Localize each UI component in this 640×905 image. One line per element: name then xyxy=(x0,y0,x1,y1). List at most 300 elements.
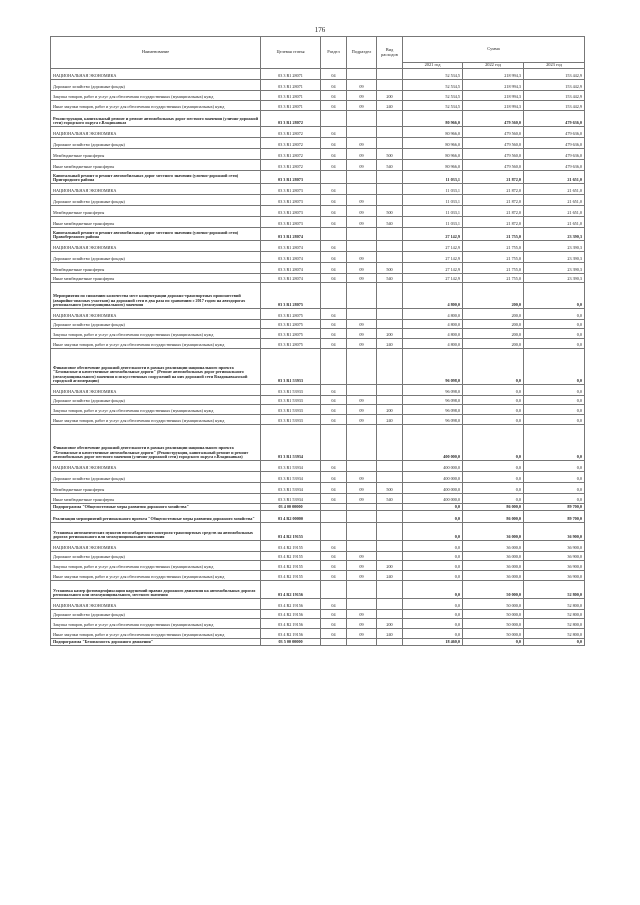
table-row xyxy=(51,511,585,523)
row-sum-2023: 153 442,9 xyxy=(524,91,585,101)
row-expense-type xyxy=(377,309,403,320)
row-sum-2021: 80 966,0 xyxy=(403,138,463,149)
table-row xyxy=(51,599,585,610)
row-subsection xyxy=(347,581,377,599)
row-sum-2021: 27 142,9 xyxy=(403,252,463,263)
row-target-code: 03 3 R1 28073 xyxy=(261,217,321,228)
row-sum-2021: 400 000,0 xyxy=(403,425,463,461)
row-sum-2021: 96 098,0 xyxy=(403,415,463,425)
row-expense-type: 240 xyxy=(377,629,403,639)
row-sum-2023: 36 900,0 xyxy=(524,571,585,581)
row-target-code: 03 4 R2 19155 xyxy=(261,552,321,561)
row-target-code: 03 3 R1 53933 xyxy=(261,415,321,425)
table-row xyxy=(51,405,585,415)
row-sum-2022: 200,0 xyxy=(463,309,524,320)
row-name: Капитальный ремонт и ремонт автомобильных дорог местного значения (улично-дорожной сети) Пригородного района xyxy=(51,171,261,184)
row-sum-2023: 0,0 xyxy=(524,639,585,646)
row-section xyxy=(321,349,347,385)
row-name: Дорожное хозяйство (дорожные фонды) xyxy=(51,472,261,483)
row-name: Дорожное хозяйство (дорожные фонды) xyxy=(51,320,261,329)
row-sum-2023: 0,0 xyxy=(524,309,585,320)
row-name: НАЦИОНАЛЬНАЯ ЭКОНОМИКА xyxy=(51,127,261,138)
row-expense-type xyxy=(377,610,403,619)
row-name: Дорожное хозяйство (дорожные фонды) xyxy=(51,252,261,263)
row-target-code: 03 3 R1 28072 xyxy=(261,149,321,160)
row-subsection: 09 xyxy=(347,494,377,504)
table-row xyxy=(51,385,585,396)
row-sum-2022: 21 755,0 xyxy=(463,274,524,283)
table-row xyxy=(51,504,585,511)
row-section: 04 xyxy=(321,339,347,349)
header-expense-type: Вид расходов xyxy=(377,37,403,69)
row-sum-2021: 80 966,0 xyxy=(403,111,463,127)
row-subsection: 09 xyxy=(347,160,377,171)
row-section: 04 xyxy=(321,149,347,160)
row-sum-2023: 479 636,0 xyxy=(524,138,585,149)
row-expense-type xyxy=(377,320,403,329)
row-sum-2023: 21 651,0 xyxy=(524,195,585,206)
row-sum-2022: 36 000,0 xyxy=(463,552,524,561)
row-section: 04 xyxy=(321,541,347,552)
row-sum-2022: 200,0 xyxy=(463,283,524,309)
row-name: НАЦИОНАЛЬНАЯ ЭКОНОМИКА xyxy=(51,184,261,195)
row-subsection xyxy=(347,228,377,241)
table-row xyxy=(51,639,585,646)
row-sum-2022: 0,0 xyxy=(463,425,524,461)
row-subsection: 09 xyxy=(347,274,377,283)
row-expense-type xyxy=(377,472,403,483)
row-name: Закупка товаров, работ и услуг для обеспечения государственных (муниципальных) нужд xyxy=(51,619,261,629)
page-number: 176 xyxy=(314,26,326,34)
row-sum-2022: 0,0 xyxy=(463,396,524,405)
table-row xyxy=(51,252,585,263)
table-row xyxy=(51,241,585,252)
row-sum-2022: 0,0 xyxy=(463,415,524,425)
row-sum-2023: 36 900,0 xyxy=(524,541,585,552)
row-subsection xyxy=(347,111,377,127)
table-row xyxy=(51,217,585,228)
row-expense-type: 200 xyxy=(377,405,403,415)
table-row xyxy=(51,160,585,171)
table-row xyxy=(51,610,585,619)
row-sum-2021: 0,0 xyxy=(403,571,463,581)
row-name: Иные закупки товаров, работ и услуг для обеспечения государственных (муниципальных) нужд xyxy=(51,101,261,111)
row-sum-2021: 0,0 xyxy=(403,581,463,599)
row-section: 04 xyxy=(321,629,347,639)
table-row xyxy=(51,206,585,217)
row-target-code: 03 3 R1 28072 xyxy=(261,111,321,127)
row-expense-type xyxy=(377,241,403,252)
row-name: НАЦИОНАЛЬНАЯ ЭКОНОМИКА xyxy=(51,599,261,610)
row-name: Иные закупки товаров, работ и услуг для обеспечения государственных (муниципальных) нужд xyxy=(51,629,261,639)
row-target-code: 03 3 R1 28072 xyxy=(261,160,321,171)
row-sum-2022: 0,0 xyxy=(463,405,524,415)
row-sum-2021: 0,0 xyxy=(403,599,463,610)
row-target-code: 03 4 R2 19156 xyxy=(261,599,321,610)
row-sum-2022: 50 000,0 xyxy=(463,619,524,629)
row-name: Установка камер фотовидеофиксации нарушений правил дорожного движения на автомобильных дорогах регионального или межмуниципального, местного значения xyxy=(51,581,261,599)
row-name: Закупка товаров, работ и услуг для обеспечения государственных (муниципальных) нужд xyxy=(51,91,261,101)
table-row xyxy=(51,523,585,541)
row-section: 04 xyxy=(321,552,347,561)
row-expense-type: 500 xyxy=(377,483,403,494)
row-sum-2021: 0,0 xyxy=(403,504,463,511)
row-target-code: 03 3 R1 28073 xyxy=(261,171,321,184)
row-target-code: 03 4 R2 19155 xyxy=(261,523,321,541)
row-sum-2023: 0,0 xyxy=(524,461,585,472)
row-name: Финансовое обеспечение дорожной деятельности в рамках реализации национального проекта "Безопасные и качественные автомобильные дороги" (Реконструкция, капитальный ремонт и ремонт автомобильных дорог местного значения (улично-дорожной сети) городского округа г.Владикавказ) xyxy=(51,425,261,461)
row-section: 04 xyxy=(321,396,347,405)
row-section: 04 xyxy=(321,91,347,101)
row-subsection xyxy=(347,541,377,552)
row-sum-2023: 479 636,0 xyxy=(524,160,585,171)
row-sum-2022: 0,0 xyxy=(463,461,524,472)
row-expense-type xyxy=(377,252,403,263)
row-section: 04 xyxy=(321,320,347,329)
row-expense-type xyxy=(377,228,403,241)
row-sum-2021: 4 800,0 xyxy=(403,320,463,329)
row-expense-type xyxy=(377,639,403,646)
row-subsection xyxy=(347,127,377,138)
row-sum-2023: 89 700,0 xyxy=(524,511,585,523)
row-section xyxy=(321,523,347,541)
table-row xyxy=(51,349,585,385)
row-expense-type xyxy=(377,599,403,610)
row-target-code: 03 3 R1 28073 xyxy=(261,184,321,195)
row-sum-2022: 479 560,0 xyxy=(463,160,524,171)
table-row xyxy=(51,263,585,274)
row-name: НАЦИОНАЛЬНАЯ ЭКОНОМИКА xyxy=(51,461,261,472)
row-section xyxy=(321,511,347,523)
row-section: 04 xyxy=(321,561,347,571)
row-expense-type xyxy=(377,138,403,149)
row-sum-2021: 96 098,0 xyxy=(403,385,463,396)
row-section: 04 xyxy=(321,619,347,629)
row-expense-type xyxy=(377,511,403,523)
row-name: НАЦИОНАЛЬНАЯ ЭКОНОМИКА xyxy=(51,385,261,396)
row-target-code: 03 3 R1 53934 xyxy=(261,461,321,472)
row-target-code: 03 4 R2 19156 xyxy=(261,629,321,639)
row-target-code: 03 3 R1 28071 xyxy=(261,69,321,80)
row-sum-2023: 0,0 xyxy=(524,396,585,405)
row-target-code: 03 5 00 00000 xyxy=(261,639,321,646)
row-sum-2021: 11 033,1 xyxy=(403,195,463,206)
row-subsection xyxy=(347,385,377,396)
row-expense-type: 240 xyxy=(377,571,403,581)
row-sum-2023: 52 800,0 xyxy=(524,581,585,599)
header-section: Раздел xyxy=(321,37,347,69)
row-name: Дорожное хозяйство (дорожные фонды) xyxy=(51,195,261,206)
row-sum-2023: 153 442,9 xyxy=(524,69,585,80)
row-sum-2022: 218 994,3 xyxy=(463,101,524,111)
row-sum-2022: 218 994,3 xyxy=(463,80,524,91)
row-name: Иные закупки товаров, работ и услуг для обеспечения государственных (муниципальных) нужд xyxy=(51,339,261,349)
row-subsection: 09 xyxy=(347,101,377,111)
header-year-2021: 2021 год xyxy=(403,63,463,69)
row-section xyxy=(321,171,347,184)
row-sum-2022: 0,0 xyxy=(463,349,524,385)
row-subsection: 09 xyxy=(347,320,377,329)
row-sum-2023: 23 390,3 xyxy=(524,241,585,252)
row-subsection: 09 xyxy=(347,552,377,561)
row-sum-2022: 0,0 xyxy=(463,472,524,483)
row-section: 04 xyxy=(321,610,347,619)
row-section: 04 xyxy=(321,241,347,252)
row-name: Межбюджетные трансферты xyxy=(51,263,261,274)
row-sum-2023: 52 800,0 xyxy=(524,610,585,619)
row-sum-2023: 0,0 xyxy=(524,472,585,483)
row-section: 04 xyxy=(321,206,347,217)
row-target-code: 03 3 R1 53934 xyxy=(261,472,321,483)
row-section xyxy=(321,425,347,461)
row-sum-2022: 21 872,0 xyxy=(463,184,524,195)
row-name: Реконструкция, капитальный ремонт и ремонт автомобильных дорог местного значения (улично-дорожной сети) городского округа г.Владикавказ xyxy=(51,111,261,127)
row-section xyxy=(321,283,347,309)
row-subsection xyxy=(347,523,377,541)
row-sum-2021: 0,0 xyxy=(403,552,463,561)
row-subsection xyxy=(347,171,377,184)
row-subsection: 09 xyxy=(347,329,377,339)
row-subsection xyxy=(347,241,377,252)
row-target-code: 03 3 R1 28074 xyxy=(261,252,321,263)
row-subsection: 09 xyxy=(347,405,377,415)
table-row xyxy=(51,552,585,561)
row-sum-2021: 400 000,0 xyxy=(403,472,463,483)
row-expense-type: 500 xyxy=(377,149,403,160)
row-subsection: 09 xyxy=(347,610,377,619)
row-expense-type xyxy=(377,127,403,138)
row-sum-2023: 0,0 xyxy=(524,405,585,415)
row-sum-2022: 479 560,0 xyxy=(463,127,524,138)
row-sum-2023: 23 390,3 xyxy=(524,263,585,274)
row-sum-2022: 0,0 xyxy=(463,483,524,494)
row-name: Иные межбюджетные трансферты xyxy=(51,160,261,171)
table-row xyxy=(51,571,585,581)
row-sum-2022: 218 994,3 xyxy=(463,91,524,101)
table-row xyxy=(51,415,585,425)
row-sum-2023: 23 390,3 xyxy=(524,228,585,241)
row-section: 04 xyxy=(321,329,347,339)
row-sum-2021: 27 142,9 xyxy=(403,228,463,241)
row-expense-type: 240 xyxy=(377,415,403,425)
row-name: Дорожное хозяйство (дорожные фонды) xyxy=(51,138,261,149)
row-sum-2021: 0,0 xyxy=(403,511,463,523)
row-sum-2022: 21 872,0 xyxy=(463,195,524,206)
table-body xyxy=(51,69,585,646)
row-expense-type: 540 xyxy=(377,274,403,283)
row-sum-2023: 479 636,0 xyxy=(524,149,585,160)
header-sum: Сумма xyxy=(403,37,585,63)
row-sum-2023: 23 390,3 xyxy=(524,274,585,283)
row-target-code: 03 3 R1 28072 xyxy=(261,138,321,149)
table-row xyxy=(51,101,585,111)
row-target-code: 03 3 R1 53934 xyxy=(261,425,321,461)
row-expense-type xyxy=(377,385,403,396)
row-subsection xyxy=(347,283,377,309)
row-sum-2022: 21 755,0 xyxy=(463,252,524,263)
row-subsection xyxy=(347,504,377,511)
row-subsection xyxy=(347,639,377,646)
row-sum-2021: 0,0 xyxy=(403,619,463,629)
row-sum-2021: 4 800,0 xyxy=(403,329,463,339)
row-subsection: 09 xyxy=(347,339,377,349)
row-subsection xyxy=(347,461,377,472)
row-subsection: 09 xyxy=(347,629,377,639)
row-name: Иные межбюджетные трансферты xyxy=(51,217,261,228)
row-sum-2023: 0,0 xyxy=(524,494,585,504)
row-sum-2023: 0,0 xyxy=(524,385,585,396)
row-subsection: 09 xyxy=(347,217,377,228)
row-sum-2021: 96 098,0 xyxy=(403,396,463,405)
row-sum-2021: 80 966,0 xyxy=(403,149,463,160)
row-sum-2021: 400 000,0 xyxy=(403,461,463,472)
row-expense-type xyxy=(377,396,403,405)
row-expense-type: 540 xyxy=(377,217,403,228)
row-sum-2022: 86 000,0 xyxy=(463,504,524,511)
row-sum-2023: 0,0 xyxy=(524,320,585,329)
table-row xyxy=(51,329,585,339)
row-section xyxy=(321,111,347,127)
row-target-code: 03 3 R1 53934 xyxy=(261,483,321,494)
row-sum-2023: 0,0 xyxy=(524,483,585,494)
row-expense-type: 200 xyxy=(377,329,403,339)
row-sum-2022: 50 000,0 xyxy=(463,610,524,619)
row-target-code: 03 3 R1 53933 xyxy=(261,396,321,405)
row-name: Финансовое обеспечение дорожной деятельности в рамках реализации национального проекта "Безопасные и качественные автомобильные дороги" (Ремонт автомобильных дорог регионального (межмуниципального) значения и искусственных сооружений на них дорожной сети Владикавказской городской агломерации) xyxy=(51,349,261,385)
table-row xyxy=(51,494,585,504)
row-sum-2023: 153 442,9 xyxy=(524,80,585,91)
row-expense-type xyxy=(377,283,403,309)
row-sum-2022: 21 872,0 xyxy=(463,217,524,228)
row-name: Дорожное хозяйство (дорожные фонды) xyxy=(51,610,261,619)
row-subsection xyxy=(347,69,377,80)
row-sum-2023: 0,0 xyxy=(524,349,585,385)
row-expense-type xyxy=(377,552,403,561)
row-subsection: 09 xyxy=(347,483,377,494)
row-expense-type xyxy=(377,111,403,127)
row-sum-2021: 0,0 xyxy=(403,610,463,619)
row-target-code: 03 3 R1 53933 xyxy=(261,405,321,415)
row-sum-2023: 0,0 xyxy=(524,329,585,339)
row-section xyxy=(321,228,347,241)
row-sum-2022: 36 000,0 xyxy=(463,561,524,571)
row-sum-2021: 52 534,5 xyxy=(403,80,463,91)
row-sum-2021: 96 098,0 xyxy=(403,349,463,385)
row-section: 04 xyxy=(321,160,347,171)
row-sum-2022: 0,0 xyxy=(463,385,524,396)
row-name: Иные межбюджетные трансферты xyxy=(51,274,261,283)
row-sum-2021: 52 534,5 xyxy=(403,101,463,111)
row-sum-2022: 21 872,0 xyxy=(463,206,524,217)
row-subsection xyxy=(347,309,377,320)
row-name: Дорожное хозяйство (дорожные фонды) xyxy=(51,552,261,561)
row-sum-2021: 11 033,1 xyxy=(403,206,463,217)
header-year-2023: 2023 год xyxy=(524,63,585,69)
row-section: 04 xyxy=(321,309,347,320)
row-sum-2022: 36 000,0 xyxy=(463,541,524,552)
row-sum-2023: 23 390,3 xyxy=(524,252,585,263)
row-name: Иные закупки товаров, работ и услуг для обеспечения государственных (муниципальных) нужд xyxy=(51,415,261,425)
row-section: 04 xyxy=(321,127,347,138)
header-name: Наименование xyxy=(51,37,261,69)
row-expense-type xyxy=(377,171,403,184)
row-name: Подпрограмма "Общесистемные меры развития дорожного хозяйства" xyxy=(51,504,261,511)
table-row xyxy=(51,561,585,571)
row-expense-type xyxy=(377,425,403,461)
row-sum-2022: 200,0 xyxy=(463,339,524,349)
row-section: 04 xyxy=(321,599,347,610)
row-sum-2021: 18 460,0 xyxy=(403,639,463,646)
row-section: 04 xyxy=(321,184,347,195)
row-expense-type: 200 xyxy=(377,91,403,101)
row-subsection xyxy=(347,349,377,385)
row-subsection: 09 xyxy=(347,396,377,405)
row-sum-2023: 52 800,0 xyxy=(524,619,585,629)
row-sum-2022: 21 755,0 xyxy=(463,228,524,241)
table-row xyxy=(51,283,585,309)
row-subsection xyxy=(347,599,377,610)
row-sum-2021: 4 800,0 xyxy=(403,309,463,320)
table-row xyxy=(51,472,585,483)
row-expense-type: 540 xyxy=(377,160,403,171)
row-sum-2021: 27 142,9 xyxy=(403,274,463,283)
row-section: 04 xyxy=(321,101,347,111)
row-expense-type: 540 xyxy=(377,494,403,504)
row-sum-2021: 27 142,9 xyxy=(403,241,463,252)
row-sum-2023: 89 700,0 xyxy=(524,504,585,511)
row-section xyxy=(321,639,347,646)
row-expense-type: 200 xyxy=(377,561,403,571)
row-name: НАЦИОНАЛЬНАЯ ЭКОНОМИКА xyxy=(51,309,261,320)
table-row xyxy=(51,320,585,329)
row-subsection: 09 xyxy=(347,571,377,581)
row-sum-2021: 400 000,0 xyxy=(403,494,463,504)
row-target-code: 03 3 R1 28074 xyxy=(261,263,321,274)
row-target-code: 03 3 R1 53934 xyxy=(261,494,321,504)
table-row xyxy=(51,541,585,552)
row-sum-2021: 11 033,1 xyxy=(403,184,463,195)
row-name: Закупка товаров, работ и услуг для обеспечения государственных (муниципальных) нужд xyxy=(51,561,261,571)
row-section: 04 xyxy=(321,252,347,263)
row-name: Межбюджетные трансферты xyxy=(51,149,261,160)
row-section: 04 xyxy=(321,69,347,80)
row-section: 04 xyxy=(321,217,347,228)
row-expense-type: 500 xyxy=(377,263,403,274)
row-sum-2022: 50 000,0 xyxy=(463,599,524,610)
row-target-code: 03 3 R1 28074 xyxy=(261,228,321,241)
row-name: Реализация мероприятий регионального проекта "Общесистемные меры развития дорожного хозяйства" xyxy=(51,511,261,523)
row-sum-2022: 36 000,0 xyxy=(463,571,524,581)
row-name: Иные закупки товаров, работ и услуг для обеспечения государственных (муниципальных) нужд xyxy=(51,571,261,581)
row-sum-2022: 21 755,0 xyxy=(463,263,524,274)
table-row xyxy=(51,195,585,206)
row-expense-type xyxy=(377,541,403,552)
row-target-code: 03 3 R1 28075 xyxy=(261,339,321,349)
row-sum-2022: 200,0 xyxy=(463,320,524,329)
row-section: 04 xyxy=(321,274,347,283)
row-sum-2023: 479 636,0 xyxy=(524,127,585,138)
row-sum-2022: 21 755,0 xyxy=(463,241,524,252)
row-sum-2021: 80 966,0 xyxy=(403,160,463,171)
row-section: 04 xyxy=(321,494,347,504)
row-expense-type: 240 xyxy=(377,101,403,111)
row-sum-2021: 0,0 xyxy=(403,523,463,541)
row-sum-2022: 21 872,0 xyxy=(463,171,524,184)
row-target-code: 03 4 00 00000 xyxy=(261,504,321,511)
row-section: 04 xyxy=(321,195,347,206)
row-name: Закупка товаров, работ и услуг для обеспечения государственных (муниципальных) нужд xyxy=(51,405,261,415)
row-sum-2023: 36 900,0 xyxy=(524,523,585,541)
